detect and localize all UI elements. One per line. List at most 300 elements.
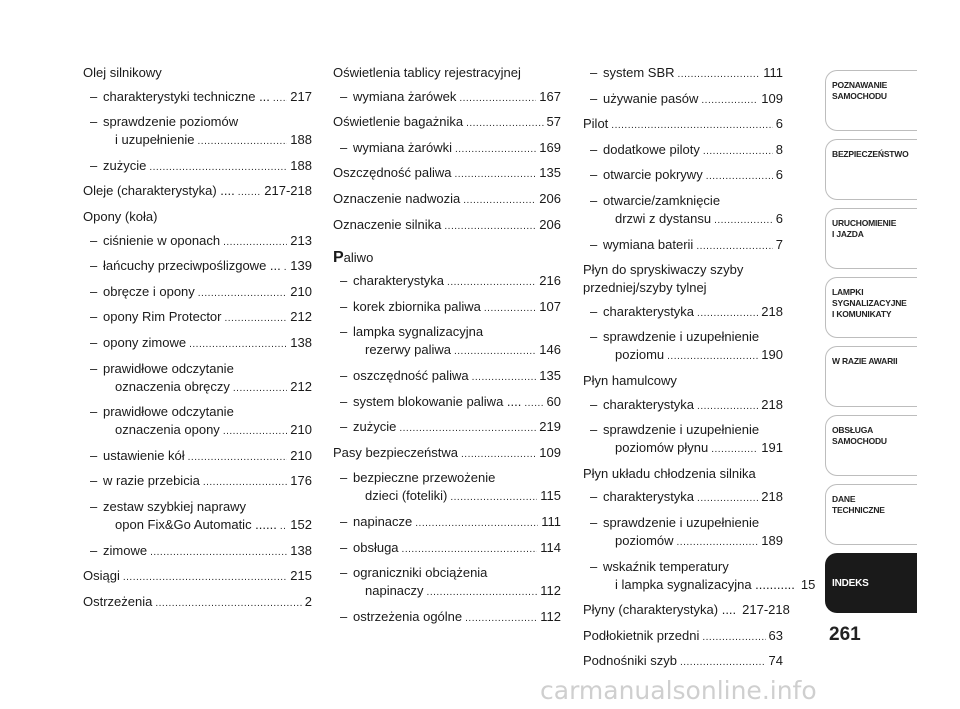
index-subentry xyxy=(333,469,561,507)
index-subentry xyxy=(333,564,561,602)
entry-text: Oznaczenie silnika xyxy=(333,216,442,232)
index-subentry xyxy=(333,272,561,292)
index-subentry xyxy=(83,334,312,354)
dot-leader xyxy=(524,393,543,413)
entry-row xyxy=(603,236,783,256)
dot-leader xyxy=(284,257,288,277)
page-ref: 176 xyxy=(290,473,312,489)
entry-row xyxy=(603,396,783,416)
page-ref: 216 xyxy=(539,273,561,289)
index-entry xyxy=(333,164,561,184)
index-subentry xyxy=(583,303,783,323)
entry-text: – zestaw szybkiej naprawy xyxy=(103,498,247,514)
entry-text: – system SBR xyxy=(603,65,675,80)
index-subentry xyxy=(333,367,561,387)
entry-text: Osiągi xyxy=(83,568,120,584)
dot-leader xyxy=(225,308,288,328)
entry-text: – dodatkowe piloty xyxy=(603,141,700,157)
chapter-tab-label: BEZPIECZEŃSTWO xyxy=(832,149,909,159)
chapter-tab[interactable] xyxy=(825,415,917,476)
entry-row xyxy=(603,488,783,508)
dot-leader xyxy=(667,346,758,366)
entry-text: Płyn hamulcowy xyxy=(583,372,677,388)
entry-text: – łańcuchy przeciwpoślizgowe ... xyxy=(103,258,281,274)
index-subentry xyxy=(333,88,561,108)
page-ref: 112 xyxy=(540,583,561,599)
entry-text: – charakterystyka xyxy=(353,273,445,289)
index-subentry xyxy=(83,542,312,562)
entry-text: Oleje (charakterystyka) .... xyxy=(83,183,235,199)
chapter-tab-label: DANE xyxy=(832,494,856,504)
page-ref: 111 xyxy=(541,513,561,529)
index-subentry xyxy=(583,328,783,366)
index-subentry xyxy=(83,447,312,467)
entry-text: – prawidłowe odczytanie xyxy=(103,404,234,420)
entry-row xyxy=(103,131,312,151)
entry-row xyxy=(353,418,561,438)
index-subentry xyxy=(333,539,561,559)
page-ref: 135 xyxy=(539,367,561,383)
entry-row xyxy=(353,139,561,159)
entry-row xyxy=(103,88,312,108)
entry-text: poziomów xyxy=(615,532,674,548)
entry-row xyxy=(603,90,783,110)
index-subentry xyxy=(83,232,312,252)
heading-initial: P xyxy=(333,248,344,266)
chapter-tabs xyxy=(825,70,917,621)
page-ref: 218 xyxy=(761,303,783,319)
dot-leader xyxy=(149,157,287,177)
entry-text: Pilot xyxy=(583,116,609,132)
page-number: 261 xyxy=(829,624,861,645)
entry-text: – oszczędność paliwa xyxy=(353,367,469,383)
entry-text: – otwarcie pokrywy xyxy=(603,167,703,183)
index-subentry xyxy=(83,283,312,303)
index-subentry xyxy=(583,396,783,416)
dot-leader xyxy=(677,532,759,552)
entry-row xyxy=(603,210,783,230)
entry-row xyxy=(333,113,561,133)
page-ref: 188 xyxy=(290,157,312,173)
dot-leader xyxy=(188,447,288,467)
entry-text: drzwi z dystansu xyxy=(615,210,712,226)
page-ref: 219 xyxy=(539,419,561,435)
page-ref: 114 xyxy=(540,539,561,555)
entry-row xyxy=(333,444,561,464)
dot-leader xyxy=(455,139,536,159)
entry-row xyxy=(353,539,561,559)
dot-leader xyxy=(714,210,773,230)
dot-leader xyxy=(402,539,538,559)
page-ref: 109 xyxy=(761,90,783,106)
entry-text: Podłokietnik przedni xyxy=(583,627,700,643)
entry-text: – sprawdzenie i uzupełnienie xyxy=(603,514,760,530)
index-subentry xyxy=(333,393,561,413)
entry-text: Opony (koła) xyxy=(83,208,158,224)
index-subentry xyxy=(583,236,783,256)
page-ref: 206 xyxy=(539,190,561,206)
index-entry xyxy=(333,216,561,236)
dot-leader xyxy=(465,608,537,628)
entry-row xyxy=(103,232,312,252)
watermark: carmanualsonline.info xyxy=(540,676,817,705)
dot-leader xyxy=(461,444,536,464)
entry-row xyxy=(83,593,312,613)
entry-row xyxy=(353,272,561,292)
dot-leader xyxy=(472,367,537,387)
page-ref: 210 xyxy=(290,422,312,438)
entry-text: – obsługa xyxy=(353,539,399,555)
index-subentry xyxy=(583,90,783,110)
chapter-tab-label: INDEKS xyxy=(832,578,869,589)
index-subentry xyxy=(333,139,561,159)
entry-text: – system blokowanie paliwa .... xyxy=(353,393,522,409)
chapter-tab[interactable] xyxy=(825,277,917,338)
entry-text: poziomu xyxy=(615,347,665,363)
page-ref: 6 xyxy=(775,116,783,132)
chapter-tab-label: POZNAWANIE xyxy=(832,80,888,90)
entry-text: – sprawdzenie poziomów xyxy=(103,114,239,130)
page-ref: 167 xyxy=(539,88,561,104)
dot-leader xyxy=(444,216,536,236)
page-ref: 74 xyxy=(768,653,783,669)
entry-text: Ostrzeżenia xyxy=(83,593,153,609)
chapter-tab[interactable] xyxy=(825,553,917,613)
index-subentry xyxy=(583,166,783,186)
entry-row xyxy=(603,576,816,596)
page-ref: 8 xyxy=(775,141,783,157)
dot-leader xyxy=(273,88,287,108)
entry-row xyxy=(603,532,783,552)
chapter-tab-label: SAMOCHODU xyxy=(832,436,887,446)
chapter-tab-label: LAMPKI xyxy=(832,287,864,297)
chapter-tab[interactable] xyxy=(825,484,917,545)
index-entry xyxy=(333,64,561,82)
entry-text: – używanie pasów xyxy=(603,90,699,106)
entry-row xyxy=(353,487,561,507)
entry-text: napinaczy xyxy=(365,583,424,599)
page-ref: 135 xyxy=(539,165,561,181)
entry-row xyxy=(103,542,312,562)
entry-text: – ograniczniki obciążenia xyxy=(353,565,488,581)
page-ref: 15 xyxy=(800,576,816,592)
index-entry xyxy=(83,593,312,613)
page-ref: 7 xyxy=(775,236,783,252)
entry-text: – prawidłowe odczytanie xyxy=(103,360,234,376)
chapter-tab-label: SAMOCHODU xyxy=(832,91,887,101)
index-entry xyxy=(583,627,783,647)
dot-leader xyxy=(415,513,538,533)
index-subentry xyxy=(333,608,561,628)
dot-leader xyxy=(711,439,758,459)
dot-leader xyxy=(238,182,262,202)
entry-row xyxy=(353,582,561,602)
index-column-2 xyxy=(333,64,561,633)
dot-leader xyxy=(701,90,758,110)
entry-text: oznaczenia opony xyxy=(115,422,220,438)
chapter-tab[interactable] xyxy=(825,70,917,131)
index-subentry xyxy=(83,88,312,108)
entry-text: poziomów płynu xyxy=(615,440,709,456)
index-subentry xyxy=(583,192,783,230)
page-ref: 6 xyxy=(775,167,783,183)
entry-text: – opony zimowe xyxy=(103,334,187,350)
entry-text: Pasy bezpieczeństwa xyxy=(333,444,459,460)
index-subentry xyxy=(583,488,783,508)
entry-text: – charakterystyki techniczne ... xyxy=(103,88,270,104)
entry-row xyxy=(583,601,790,621)
index-entry xyxy=(583,115,783,135)
page-ref: 2 xyxy=(304,593,312,609)
entry-text: Podnośniki szyb xyxy=(583,653,677,669)
entry-text: Oświetlenia tablicy rejestracyjnej xyxy=(333,65,521,80)
heading-text: aliwo xyxy=(343,249,374,265)
entry-text: opon Fix&Go Automatic ...... xyxy=(115,516,277,532)
entry-row xyxy=(103,378,312,398)
entry-row xyxy=(603,166,783,186)
index-subentry xyxy=(333,323,561,361)
entry-row xyxy=(583,652,783,672)
entry-text: i lampka sygnalizacyjna ........... xyxy=(615,576,795,592)
index-entry xyxy=(333,113,561,133)
page-ref: 212 xyxy=(290,378,312,394)
index-subentry xyxy=(583,421,783,459)
entry-text: – charakterystyka xyxy=(603,303,695,319)
entry-row xyxy=(353,367,561,387)
entry-row xyxy=(83,182,312,202)
entry-row xyxy=(353,513,561,533)
entry-row xyxy=(103,157,312,177)
index-entry xyxy=(333,444,561,464)
index-subentry xyxy=(83,498,312,536)
entry-text: – charakterystyka xyxy=(603,489,695,505)
page-ref: 169 xyxy=(539,139,561,155)
page-ref: 57 xyxy=(546,114,561,130)
dot-leader xyxy=(697,303,758,323)
page-ref: 218 xyxy=(761,396,783,412)
entry-text: oznaczenia obręczy xyxy=(115,378,230,394)
dot-leader xyxy=(459,88,536,108)
entry-text: – wymiana żarówki xyxy=(353,139,452,155)
chapter-tab[interactable] xyxy=(825,208,917,269)
page-ref: 218 xyxy=(761,489,783,505)
page-ref: 189 xyxy=(761,532,783,548)
page-ref: 152 xyxy=(290,516,312,532)
dot-leader xyxy=(454,341,536,361)
entry-text: – wymiana żarówek xyxy=(353,88,457,104)
entry-row xyxy=(103,447,312,467)
page-ref: 190 xyxy=(761,347,783,363)
index-entry xyxy=(583,601,790,621)
dot-leader xyxy=(680,652,766,672)
dot-leader xyxy=(611,115,772,135)
entry-row xyxy=(603,141,783,161)
page-ref: 212 xyxy=(290,309,312,325)
index-subentry xyxy=(333,513,561,533)
page-ref: 206 xyxy=(539,216,561,232)
entry-row xyxy=(583,627,783,647)
index-subentry xyxy=(333,418,561,438)
index-subentry xyxy=(83,472,312,492)
dot-leader xyxy=(696,236,772,256)
index-letter-heading xyxy=(333,249,561,267)
dot-leader xyxy=(450,487,537,507)
entry-text: – obręcze i opony xyxy=(103,283,195,299)
entry-text: – w razie przebicia xyxy=(103,473,200,489)
chapter-tab-label: TECHNICZNE xyxy=(832,505,885,515)
index-subentry xyxy=(583,64,783,84)
entry-text: – wymiana baterii xyxy=(603,236,694,252)
entry-row xyxy=(103,308,312,328)
index-column-3 xyxy=(583,64,816,678)
page-ref: 63 xyxy=(768,627,783,643)
entry-text: – ustawienie kół xyxy=(103,447,185,463)
chapter-tab-label: URUCHOMIENIE xyxy=(832,218,897,228)
page-ref: 213 xyxy=(290,232,312,248)
page-ref: 217-218 xyxy=(264,183,312,199)
dot-leader xyxy=(678,64,761,84)
index-subentry xyxy=(83,403,312,441)
entry-text: – zimowe xyxy=(103,542,148,558)
entry-text: i uzupełnienie xyxy=(115,132,195,148)
index-subentry xyxy=(83,308,312,328)
dot-leader xyxy=(447,272,536,292)
dot-leader xyxy=(203,472,287,492)
dot-leader xyxy=(233,378,287,398)
entry-text: dzieci (foteliki) xyxy=(365,488,448,504)
index-entry xyxy=(583,261,783,297)
index-entry xyxy=(583,465,783,483)
entry-text: – zużycie xyxy=(103,157,147,173)
entry-row xyxy=(333,164,561,184)
index-subentry xyxy=(583,514,783,552)
entry-text: Oświetlenie bagażnika xyxy=(333,114,464,130)
entry-row xyxy=(603,439,783,459)
entry-text: – lampka sygnalizacyjna xyxy=(353,324,484,340)
chapter-tab-label: I KOMUNIKATY xyxy=(832,309,892,319)
entry-text: – charakterystyka xyxy=(603,396,695,412)
page-ref: 217 xyxy=(290,88,312,104)
entry-row xyxy=(603,303,783,323)
index-subentry xyxy=(83,157,312,177)
entry-text: – opony Rim Protector xyxy=(103,309,222,325)
entry-row xyxy=(353,393,561,413)
entry-text: – wskaźnik temperatury xyxy=(603,558,729,574)
index-subentry xyxy=(583,141,783,161)
chapter-tab[interactable] xyxy=(825,139,917,200)
chapter-tab-label: OBSŁUGA xyxy=(832,425,874,435)
dot-leader xyxy=(703,141,773,161)
dot-leader xyxy=(223,232,287,252)
entry-row xyxy=(83,567,312,587)
entry-text: – napinacze xyxy=(353,513,413,529)
entry-row xyxy=(583,115,783,135)
dot-leader xyxy=(706,166,773,186)
dot-leader xyxy=(702,627,765,647)
entry-text: – ciśnienie w oponach xyxy=(103,232,221,248)
dot-leader xyxy=(150,542,287,562)
entry-row xyxy=(603,64,783,84)
entry-row xyxy=(103,257,312,277)
entry-text: – ostrzeżenia ogólne xyxy=(353,608,463,624)
index-entry xyxy=(583,652,783,672)
page-ref: 210 xyxy=(290,283,312,299)
entry-text: Olej silnikowy xyxy=(83,65,162,80)
entry-row xyxy=(103,334,312,354)
page-ref: 107 xyxy=(539,298,561,314)
entry-text: Oznaczenie nadwozia xyxy=(333,190,461,206)
entry-text: – sprawdzenie i uzupełnienie xyxy=(603,329,760,345)
dot-leader xyxy=(280,516,287,536)
entry-row xyxy=(353,608,561,628)
page-ref: 138 xyxy=(290,334,312,350)
entry-row xyxy=(333,190,561,210)
page-ref: 215 xyxy=(290,568,312,584)
page-ref: 112 xyxy=(540,608,561,624)
index-subentry xyxy=(83,360,312,398)
chapter-tab-label: SYGNALIZACYJNE xyxy=(832,298,907,308)
entry-row xyxy=(353,88,561,108)
page-ref: 188 xyxy=(290,132,312,148)
page-ref: 109 xyxy=(539,444,561,460)
chapter-tab-label: W RAZIE AWARII xyxy=(832,356,898,366)
entry-text: – zużycie xyxy=(353,419,397,435)
index-subentry xyxy=(83,257,312,277)
entry-row xyxy=(103,472,312,492)
page-ref: 115 xyxy=(540,488,561,504)
dot-leader xyxy=(466,113,543,133)
dot-leader xyxy=(399,418,536,438)
dot-leader xyxy=(223,421,287,441)
dot-leader xyxy=(697,396,758,416)
dot-leader xyxy=(155,593,301,613)
entry-text: – otwarcie/zamknięcie xyxy=(603,192,721,208)
entry-text: przedniej/szyby tylnej xyxy=(583,280,707,296)
page-ref: 111 xyxy=(763,65,783,80)
dot-leader xyxy=(463,190,536,210)
index-entry xyxy=(333,190,561,210)
dot-leader xyxy=(427,582,538,602)
page-ref: 60 xyxy=(546,393,561,409)
index-subentry xyxy=(83,113,312,151)
entry-row xyxy=(103,283,312,303)
dot-leader xyxy=(198,131,288,151)
index-entry xyxy=(83,182,312,202)
entry-row xyxy=(603,346,783,366)
dot-leader xyxy=(455,164,537,184)
index-subentry xyxy=(333,298,561,318)
page-ref: 139 xyxy=(290,258,312,274)
index-column-1 xyxy=(83,64,312,618)
page-ref: 6 xyxy=(775,210,783,226)
index-subentry xyxy=(583,558,816,596)
dot-leader xyxy=(189,334,287,354)
chapter-tab[interactable] xyxy=(825,346,917,407)
entry-row xyxy=(103,421,312,441)
entry-text: Płyn do spryskiwaczy szyby xyxy=(583,262,744,278)
entry-text: – bezpieczne przewożenie xyxy=(353,470,496,486)
dot-leader xyxy=(198,283,288,303)
index-entry xyxy=(583,372,783,390)
entry-row xyxy=(353,298,561,318)
page-ref: 217-218 xyxy=(742,602,790,618)
index-entry xyxy=(83,64,312,82)
entry-text: rezerwy paliwa xyxy=(365,342,451,358)
index-entry xyxy=(83,567,312,587)
entry-text: – sprawdzenie i uzupełnienie xyxy=(603,422,760,438)
entry-text: Oszczędność paliwa xyxy=(333,165,452,181)
entry-text: – korek zbiornika paliwa xyxy=(353,298,481,314)
